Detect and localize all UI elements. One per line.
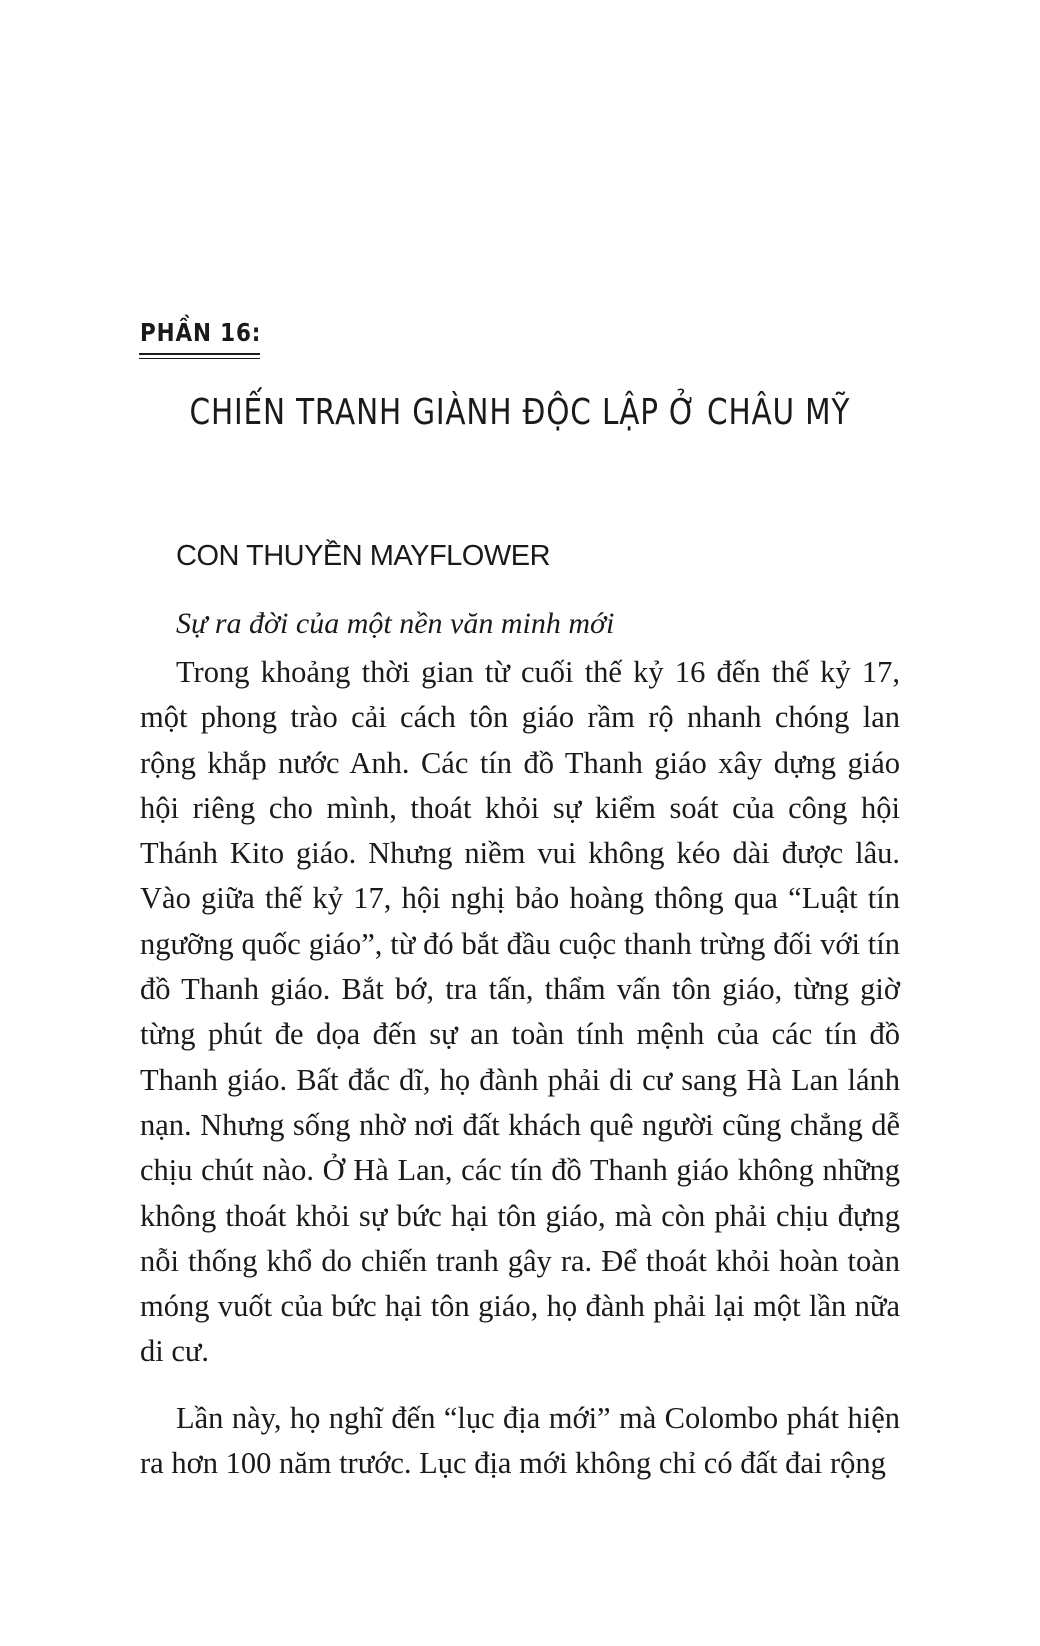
part-label: PHẦN 16:	[140, 318, 262, 347]
section-title: CON THUYỀN MAYFLOWER	[176, 540, 551, 572]
part-label-underline-thin	[139, 358, 260, 359]
chapter-title	[0, 392, 1040, 433]
part-label-underline	[139, 353, 260, 355]
chapter-title-text: CHIẾN TRANH GIÀNH ĐỘC LẬP Ở CHÂU MỸ	[189, 392, 851, 433]
body-paragraph: Lần này, họ nghĩ đến “lục địa mới” mà Colombo phát hiện ra hơn 100 năm trước. Lục địa mới không chỉ có đất đai rộng	[140, 1401, 900, 1481]
body-paragraph: Trong khoảng thời gian từ cuối thế kỷ 16 đến thế kỷ 17, một phong trào cải cách tôn giáo rầm rộ nhanh chóng lan rộng khắp nước Anh. Các tín đồ Thanh giáo xây dựng giáo hội riêng cho mình, thoát khỏi sự kiểm soát của công hội Thánh Kito giáo. Nhưng niềm vui không kéo dài được lâu. Vào giữa thế kỷ 17, hội nghị bảo hoàng thông qua “Luật tín ngưỡng quốc giáo”, từ đó bắt đầu cuộc thanh trừng đối với tín đồ Thanh giáo. Bắt bớ, tra tấn, thẩm vấn tôn giáo, từng giờ từng phút đe dọa đến sự an toàn tính mệnh của các tín đồ Thanh giáo. Bất đắc dĩ, họ đành phải di cư sang Hà Lan lánh nạn. Nhưng sống nhờ nơi đất khách quê người cũng chẳng dễ chịu chút nào. Ở Hà Lan, các tín đồ Thanh giáo không những không thoát khỏi sự bức hại tôn giáo, mà còn phải chịu đựng nỗi thống khổ do chiến tranh gây ra. Để thoát khỏi hoàn toàn móng vuốt của bức hại tôn giáo, họ đành phải lại một lần nữa di cư.	[140, 655, 900, 1369]
section-subtitle: Sự ra đời của một nền văn minh mới	[176, 607, 615, 640]
